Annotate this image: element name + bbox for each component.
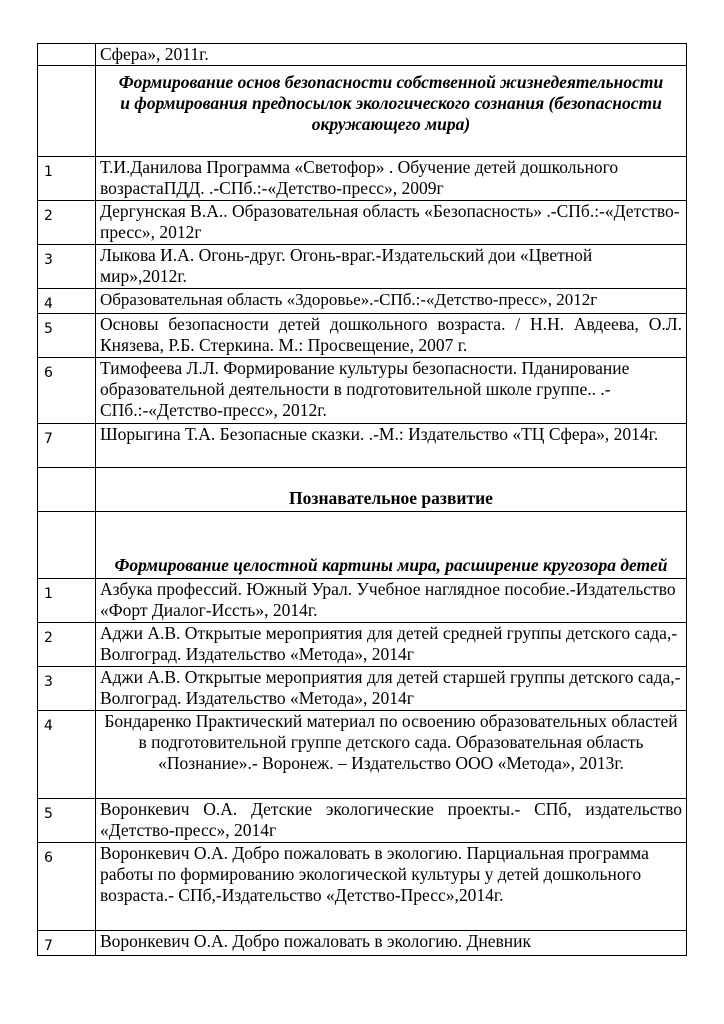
table-row [38,667,687,711]
list-item: Бондаренко Практический материал по освоению образовательных областей в подготовительной группе детского сада. Образовательная область «Познание».- Воронеж. – Издательство ООО «Метода», 2013г. [96,711,687,799]
row-number: 5 [38,799,96,843]
list-item: Воронкевич О.А. Добро пожаловать в экологию. Парциальная программа работы по формированию экологической культуры у детей дошкольного возраста.- СПб,-Издательство «Детство-Пресс»,2014г. [96,843,687,931]
row-number: 3 [38,245,96,289]
list-item: Воронкевич О.А. Детские экологические проекты.- СПб, издательство «Детство-пресс», 2014г [96,799,687,843]
list-item: Лыкова И.А. Огонь-друг. Огонь-враг.-Издательский дои «Цветной мир»,2012г. [96,245,687,289]
list-item: Аджи А.В. Открытые мероприятия для детей старшей группы детского сада,- Волгоград. Издательство «Метода», 2014г [96,667,687,711]
table-row [38,289,687,314]
section-header-row [38,468,687,512]
table-row [38,358,687,424]
cognitive-development-heading: Познавательное развитие [96,468,687,512]
table-row [38,711,687,799]
row-number: 1 [38,579,96,623]
table-row [38,424,687,468]
row-number: 7 [38,931,96,956]
literature-table [37,43,687,956]
list-item: Дергунская В.А.. Образовательная область «Безопасность» .-СПб.:-«Детство-пресс», 2012г [96,201,687,245]
table-row [38,931,687,956]
table-row [38,157,687,201]
table-row [38,201,687,245]
row-number-cell [38,44,96,66]
row-number: 6 [38,843,96,931]
table-row [38,44,687,66]
table-row [38,245,687,289]
table-row [38,579,687,623]
row-number: 2 [38,623,96,667]
list-item: Шорыгина Т.А. Безопасные сказки. .-М.: Издательство «ТЦ Сфера», 2014г. [96,424,687,468]
row-number: 7 [38,424,96,468]
row-number: 5 [38,314,96,358]
section-header-row [38,66,687,157]
safety-section-title: Формирование основ безопасности собственной жизнедеятельности и формирования предпосылок экологического сознания (безопасности окружающего мира) [96,66,687,157]
row-number: 1 [38,157,96,201]
list-item: Образовательная область «Здоровье».-СПб.:-«Детство-пресс», 2012г [96,289,687,314]
row-number: 4 [38,289,96,314]
worldview-section-title: Формирование целостной картины мира, расширение кругозора детей [96,512,687,579]
list-item: Азбука профессий. Южный Урал. Учебное наглядное пособие.-Издательство «Форт Диалог-Иссть», 2014г. [96,579,687,623]
row-number: 4 [38,711,96,799]
row-number-cell [38,66,96,157]
row-number: 6 [38,358,96,424]
section-header-row [38,512,687,579]
row-number: 2 [38,201,96,245]
row-number: 3 [38,667,96,711]
row-number-cell [38,512,96,579]
list-item: Аджи А.В. Открытые мероприятия для детей средней группы детского сада,- Волгоград. Издательство «Метода», 2014г [96,623,687,667]
table-row [38,623,687,667]
list-item: Т.И.Данилова Программа «Светофор» . Обучение детей дошкольного возрастаПДД. .-СПб.:-«Детство-пресс», 2009г [96,157,687,201]
row-number-cell [38,468,96,512]
table-row [38,843,687,931]
list-item: Воронкевич О.А. Добро пожаловать в экологию. Дневник [96,931,687,956]
continuation-text: Сфера», 2011г. [96,44,687,66]
table-row [38,314,687,358]
table-row [38,799,687,843]
list-item: Основы безопасности детей дошкольного возраста. / Н.Н. Авдеева, О.Л. Князева, Р.Б. Стеркина. М.: Просвещение, 2007 г. [96,314,687,358]
list-item: Тимофеева Л.Л. Формирование культуры безопасности. Пданирование образовательной деятельности в подготовительной школе группе.. .-СПб.:-«Детство-пресс», 2012г. [96,358,687,424]
